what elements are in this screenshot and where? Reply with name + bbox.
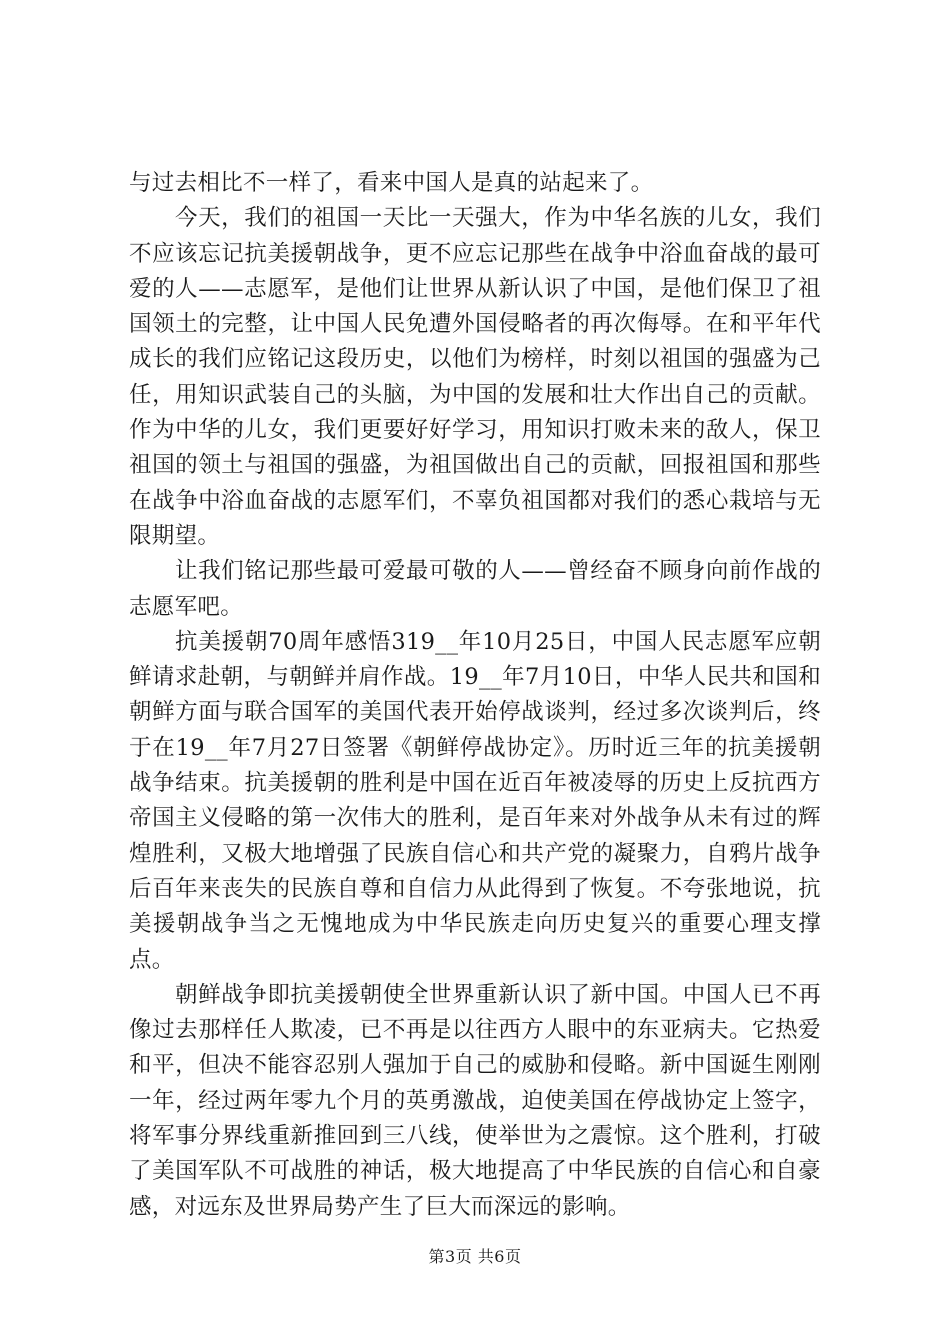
document-body — [129, 166, 821, 1225]
paragraph-significance: 朝鲜战争即抗美援朝使全世界重新认识了新中国。中国人已不再像过去那样任人欺凌，已不再是以往西方人眼中的东亚病夫。它热爱和平，但决不能容忍别人强加于自己的威胁和侵略。新中国诞生刚刚一年，经过两年零九个月的英勇激战，迫使美国在停战协定上签字，将军事分界线重新推回到三八线，使举世为之震惊。这个胜利，打破了美国军队不可战胜的神话，极大地提高了中华民族的自信心和自豪感，对远东及世界局势产生了巨大而深远的影响。 — [129, 981, 821, 1220]
paragraph-continuation: 与过去相比不一样了，看来中国人是真的站起来了。 — [129, 170, 654, 196]
paragraph-remember: 让我们铭记那些最可爱最可敬的人——曾经奋不顾身向前作战的志愿军吧。 — [129, 558, 821, 620]
paragraph-history: 抗美援朝70周年感悟319__年10月25日，中国人民志愿军应朝鲜请求赴朝，与朝鲜并肩作战。19__年7月10日，中华人民共和国和朝鲜方面与联合国军的美国代表开始停战谈判，经过多次谈判后，终于在19__年7月27日签署《朝鲜停战协定》。历时近三年的抗美援朝战争结束。抗美援朝的胜利是中国在近百年被凌辱的历史上反抗西方帝国主义侵略的第一次伟大的胜利，是百年来对外战争从未有过的辉煌胜利，又极大地增强了民族自信心和共产党的凝聚力，自鸦片战争后百年来丧失的民族自尊和自信力从此得到了恢复。不夸张地说，抗美援朝战争当之无愧地成为中华民族走向历史复兴的重要心理支撑点。 — [129, 628, 821, 973]
paragraph-motherland: 今天，我们的祖国一天比一天强大，作为中华名族的儿女，我们不应该忘记抗美援朝战争，更不应忘记那些在战争中浴血奋战的最可爱的人——志愿军，是他们让世界从新认识了中国，是他们保卫了祖国领土的完整，让中国人民免遭外国侵略者的再次侮辱。在和平年代成长的我们应铭记这段历史，以他们为榜样，时刻以祖国的强盛为己任，用知识武装自己的头脑，为中国的发展和壮大作出自己的贡献。作为中华的儿女，我们更要好好学习，用知识打败未来的敌人，保卫祖国的领土与祖国的强盛，为祖国做出自己的贡献，回报祖国和那些在战争中浴血奋战的志愿军们，不辜负祖国都对我们的悉心栽培与无限期望。 — [129, 205, 821, 549]
page-number-footer: 第3页 共6页 — [428, 1247, 522, 1266]
